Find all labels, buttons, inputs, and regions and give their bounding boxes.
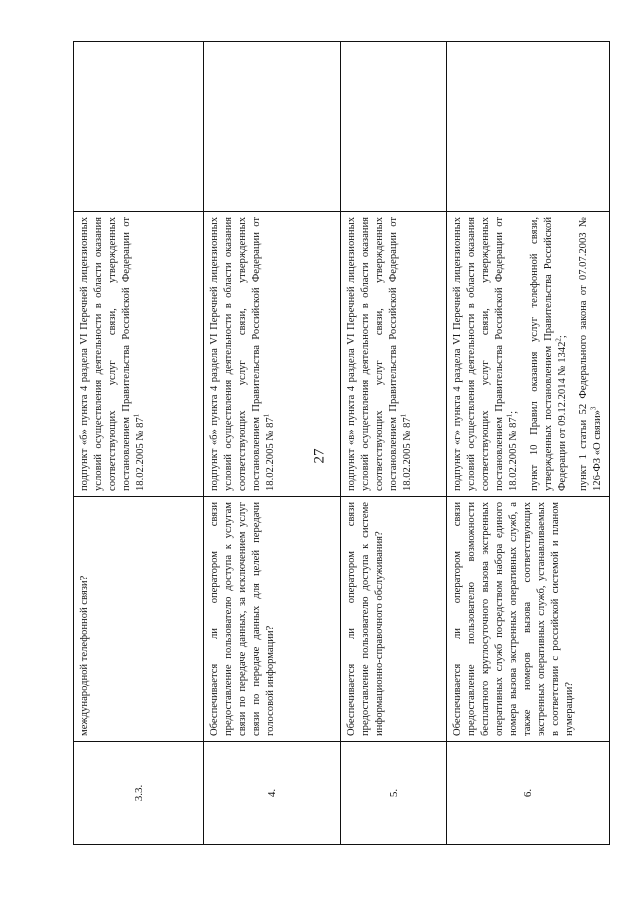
answer-cell [341, 42, 447, 212]
legal-basis-item: подпункт «б» пункта 4 раздела VI Перечней лицензионных условий осуществления деятельности в области оказания соответствующих услуг связи, утвержденных постановлением Правительства Российской Федерации от 18.02.2005 № $87^1$ [209, 217, 276, 491]
question-cell [341, 497, 447, 742]
legal-basis-cell [74, 212, 204, 497]
legal-basis-item: подпункт «б» пункта 4 раздела VI Перечней лицензионных условий осуществления деятельности в области оказания соответствующих услуг связи, утвержденных постановлением Правительства Российской Федерации от 18.02.2005 № $87^1$ [79, 217, 146, 491]
checklist-table-rotated [73, 42, 603, 845]
legal-basis-item: подпункт «в» пункта 4 раздела VI Перечней лицензионных условий осуществления деятельности в области оказания соответствующих услуг связи, утвержденных постановлением Правительства Российской Федерации от 18.02.2005 № $87^1$ [346, 217, 413, 491]
legal-basis-cell [447, 212, 610, 497]
question-text: международной телефонной связи? [79, 575, 90, 736]
page-number: 27 [311, 448, 328, 464]
table-row [447, 42, 610, 845]
table-row [204, 42, 341, 845]
question-text: Обеспечивается ли оператором связи предоставление пользователю доступа к услугам связи по передаче данных, за исключением услуг связи по передаче данных для целей передачи голосовой информации? [209, 502, 276, 736]
legal-basis-cell [204, 212, 341, 497]
row-number: 5. [341, 742, 447, 845]
checklist-table [73, 41, 610, 845]
legal-basis-item: подпункт «г» пункта 4 раздела VI Перечней лицензионных условий осуществления деятельности в области оказания соответствующих услуг связи, утвержденных постановлением Правительства Российской Федерации от 18.02.2005 № $87^1$; [452, 217, 519, 491]
row-number: 3.3. [74, 742, 204, 845]
answer-cell [204, 42, 341, 212]
row-number: 6. [447, 742, 610, 845]
question-text: Обеспечивается ли оператором связи предоставление пользователю возможности бесплатного круглосуточного вызова экстренных оперативных служб посредством набора единого номера вызова экстренных оперативных служб, а также номеров вызова соответствующих экстренных оперативных служб, устанавливаемых в соответствии с российской системой и планом нумерации? [452, 502, 575, 736]
table-row [74, 42, 204, 845]
legal-basis-cell [341, 212, 447, 497]
question-cell [204, 497, 341, 742]
legal-basis-item: пункт 10 Правил оказания услуг телефонной связи, утвержденных постановлением Правительства Российской Федерации от 09.12.2014 № 1342$^2$; [529, 217, 568, 491]
table-row [341, 42, 447, 845]
question-text: Обеспечивается ли оператором связи предоставление пользователю доступа к системе информационно-справочного обслуживания? [346, 502, 385, 736]
question-cell [74, 497, 204, 742]
question-cell [447, 497, 610, 742]
answer-cell [447, 42, 610, 212]
answer-cell [74, 42, 204, 212]
legal-basis-item: пункт 1 статьи 52 Федерального закона от 07.07.2003 № 126-ФЗ «О связи»$^3$ [578, 217, 603, 491]
row-number: 4. [204, 742, 341, 845]
